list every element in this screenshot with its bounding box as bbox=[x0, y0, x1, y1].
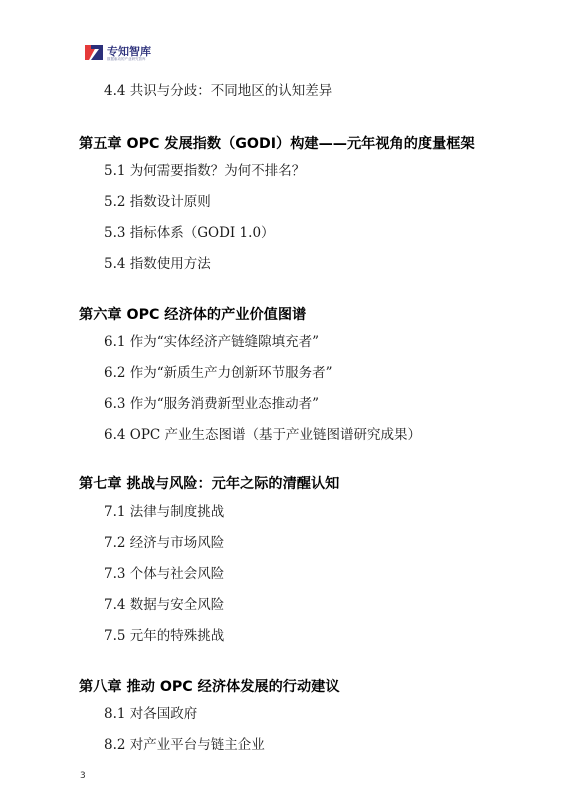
toc-item: 7.3 个体与社会风险 bbox=[104, 566, 225, 582]
brand-name: 专知智库 bbox=[107, 45, 151, 58]
toc-item: 5.3 指标体系（GODI 1.0） bbox=[104, 225, 275, 241]
toc-chapter-heading: 第七章 挑战与风险：元年之际的清醒认知 bbox=[79, 476, 340, 492]
toc-item: 7.4 数据与安全风险 bbox=[104, 597, 225, 613]
toc-item: 5.2 指数设计原则 bbox=[104, 194, 211, 210]
toc-item: 7.2 经济与市场风险 bbox=[104, 535, 225, 551]
toc-item: 7.1 法律与制度挑战 bbox=[104, 504, 225, 520]
toc-item: 4.4 共识与分歧：不同地区的认知差异 bbox=[104, 83, 333, 99]
toc-item: 5.1 为何需要指数？为何不排名？ bbox=[104, 163, 306, 179]
brand-logo-mark-icon bbox=[84, 43, 104, 63]
toc-item: 6.2 作为“新质生产力创新环节服务者” bbox=[104, 365, 333, 381]
toc-chapter-heading: 第五章 OPC 发展指数（GODI）构建——元年视角的度量框架 bbox=[79, 136, 475, 152]
toc-chapter-heading: 第八章 推动 OPC 经济体发展的行动建议 bbox=[79, 679, 340, 695]
brand-tagline: 数据驱动的产业研究智库 bbox=[107, 57, 146, 61]
toc-item: 7.5 元年的特殊挑战 bbox=[104, 628, 225, 644]
toc-item: 6.3 作为“服务消费新型业态推动者” bbox=[104, 396, 320, 412]
toc-item: 5.4 指数使用方法 bbox=[104, 256, 211, 272]
toc-item: 6.1 作为“实体经济产链缝隙填充者” bbox=[104, 334, 320, 350]
toc-item: 8.1 对各国政府 bbox=[104, 706, 198, 722]
toc-item: 6.4 OPC 产业生态图谱（基于产业链图谱研究成果） bbox=[104, 427, 422, 443]
page-number: 3 bbox=[80, 771, 86, 781]
toc-item: 8.2 对产业平台与链主企业 bbox=[104, 737, 265, 753]
toc-chapter-heading: 第六章 OPC 经济体的产业价值图谱 bbox=[79, 307, 307, 323]
